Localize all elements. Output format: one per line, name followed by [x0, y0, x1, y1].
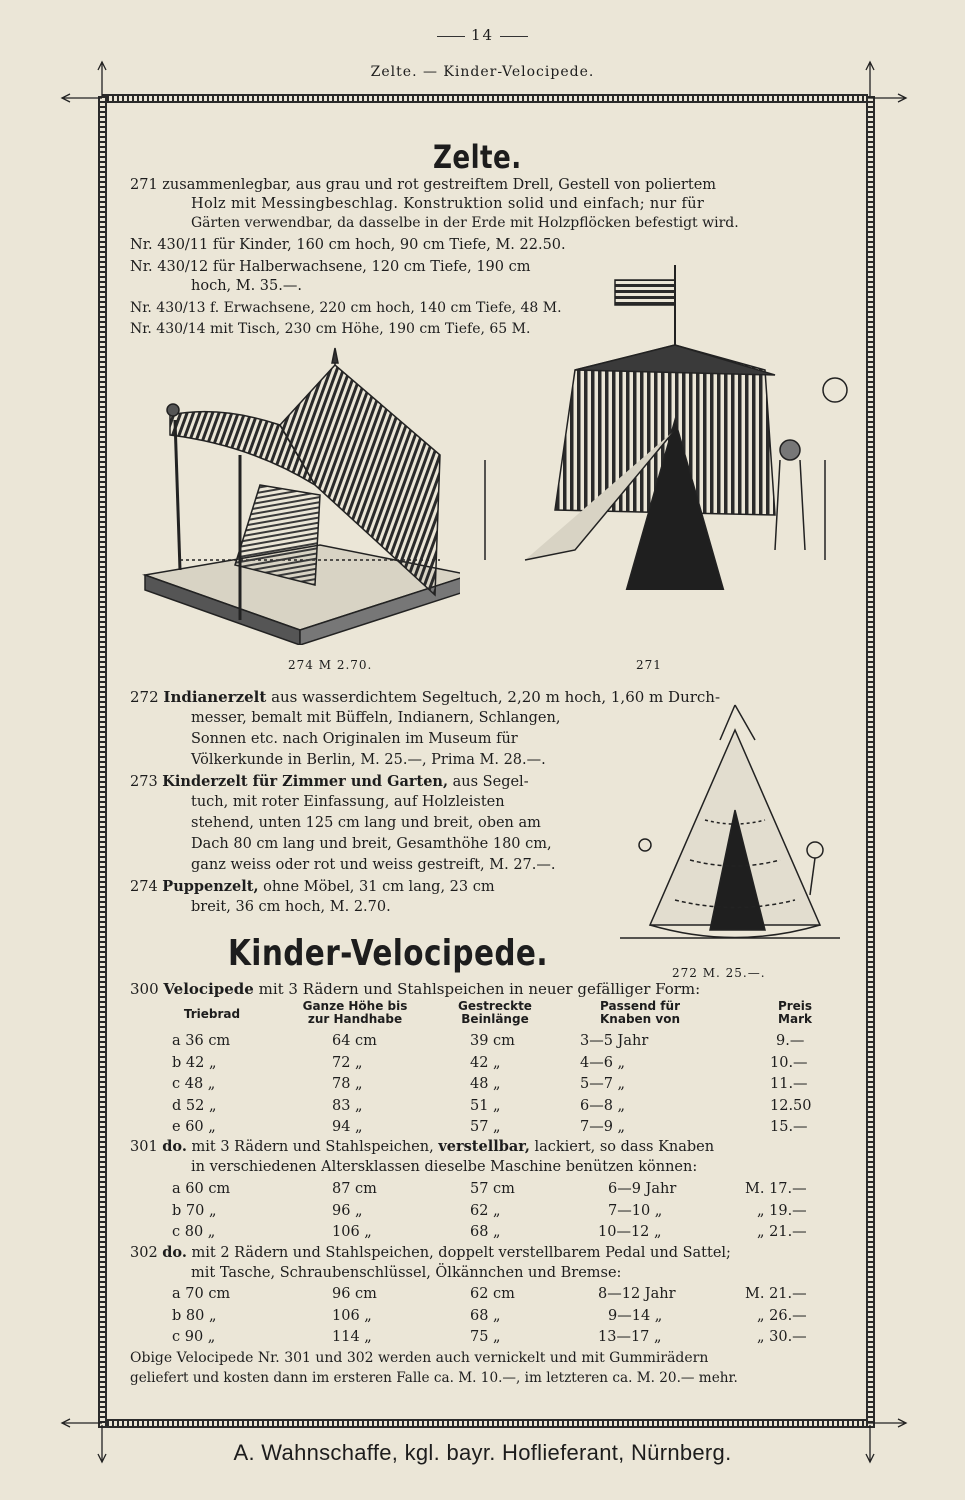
- item-271-line: Nr. 430/11 für Kinder, 160 cm hoch, 90 cm Tiefe, M. 22.50.: [130, 237, 566, 253]
- th-passend: Passend für Knaben von: [600, 999, 680, 1026]
- doll-tent-illustration: [140, 345, 460, 645]
- item-271-line: Nr. 430/12 für Halberwachsene, 120 cm Tiefe, 190 cm: [130, 259, 531, 275]
- item-274-first-line: 274 Puppenzelt, ohne Möbel, 31 cm lang, 23 cm: [130, 878, 495, 895]
- item-272-line: Völkerkunde in Berlin, M. 25.—, Prima M. 28.—.: [191, 752, 546, 768]
- item-300: 300 Velocipede mit 3 Rädern und Stahlspeichen in neuer gefälliger Form:: [130, 980, 701, 998]
- item-273-line: stehend, unten 125 cm lang und breit, oben am: [191, 815, 541, 831]
- velo-note-line: geliefert und kosten dann im ersteren Falle ca. M. 10.—, im letzteren ca. M. 20.— mehr.: [130, 1370, 738, 1386]
- page-number: 14: [0, 26, 965, 44]
- garden-tent-illustration: [465, 260, 855, 590]
- item-273-line: ganz weiss oder rot und weiss gestreift, M. 27.—.: [191, 857, 556, 873]
- item-301-line2: in verschiedenen Altersklassen dieselbe Maschine benützen können:: [191, 1159, 698, 1175]
- item-272-line: messer, bemalt mit Büffeln, Indianern, Schlangen,: [191, 710, 561, 726]
- item-271-line: hoch, M. 35.—.: [191, 278, 302, 294]
- th-triebrad: Triebrad: [183, 1007, 241, 1021]
- item-271-line: 271 zusammenlegbar, aus grau und rot gestreiftem Drell, Gestell von poliertem: [130, 177, 717, 193]
- item-301: 301 do. mit 3 Rädern und Stahlspeichen, verstellbar, lackiert, so dass Knaben: [130, 1138, 715, 1155]
- item-273-line: Dach 80 cm lang und breit, Gesamthöhe 180 cm,: [191, 836, 552, 852]
- item-272-first-line: 272 Indianerzelt aus wasserdichtem Segeltuch, 2,20 m hoch, 1,60 m Durch-: [130, 688, 721, 706]
- footer-publisher: A. Wahnschaffe, kgl. bayr. Hoflieferant, Nürnberg.: [233, 1440, 732, 1465]
- heading-zelte: Zelte.: [433, 138, 522, 176]
- item-271-line: Gärten verwendbar, da dasselbe in der Erde mit Holzpflöcken befestigt wird.: [191, 215, 739, 231]
- item-302-line2: mit Tasche, Schraubenschlüssel, Ölkännchen und Bremse:: [191, 1265, 622, 1281]
- item-302: 302 do. mit 2 Rädern und Stahlspeichen, doppelt verstellbarem Pedal und Sattel;: [130, 1244, 731, 1261]
- caption-271: 271: [636, 658, 662, 672]
- indian-tent-illustration: [615, 700, 845, 960]
- th-ganze-hoehe: Ganze Höhe bis zur Handhabe: [302, 999, 408, 1026]
- velo-note-line: Obige Velocipede Nr. 301 und 302 werden auch vernickelt und mit Gummirädern: [130, 1350, 709, 1366]
- item-273-first-line: 273 Kinderzelt für Zimmer und Garten, aus Segel-: [130, 773, 529, 790]
- caption-274: 274 M 2.70.: [288, 658, 373, 672]
- item-271-line: Nr. 430/13 f. Erwachsene, 220 cm hoch, 140 cm Tiefe, 48 M.: [130, 300, 562, 316]
- th-beinlaenge: Gestreckte Beinlänge: [458, 999, 532, 1026]
- heading-kinder-velocipede: Kinder-Velocipede.: [228, 933, 548, 974]
- item-274-line: breit, 36 cm hoch, M. 2.70.: [191, 899, 391, 915]
- running-title: Zelte. — Kinder-Velocipede.: [370, 64, 595, 80]
- th-preis: Preis Mark: [777, 999, 813, 1026]
- item-272-line: Sonnen etc. nach Originalen im Museum für: [191, 731, 518, 747]
- item-273-line: tuch, mit roter Einfassung, auf Holzleisten: [191, 794, 505, 810]
- item-271-line: Nr. 430/14 mit Tisch, 230 cm Höhe, 190 cm Tiefe, 65 M.: [130, 321, 531, 337]
- item-271-line: Holz mit Messingbeschlag. Konstruktion solid und einfach; nur für: [191, 196, 705, 212]
- caption-272: 272 M. 25.—.: [672, 966, 766, 980]
